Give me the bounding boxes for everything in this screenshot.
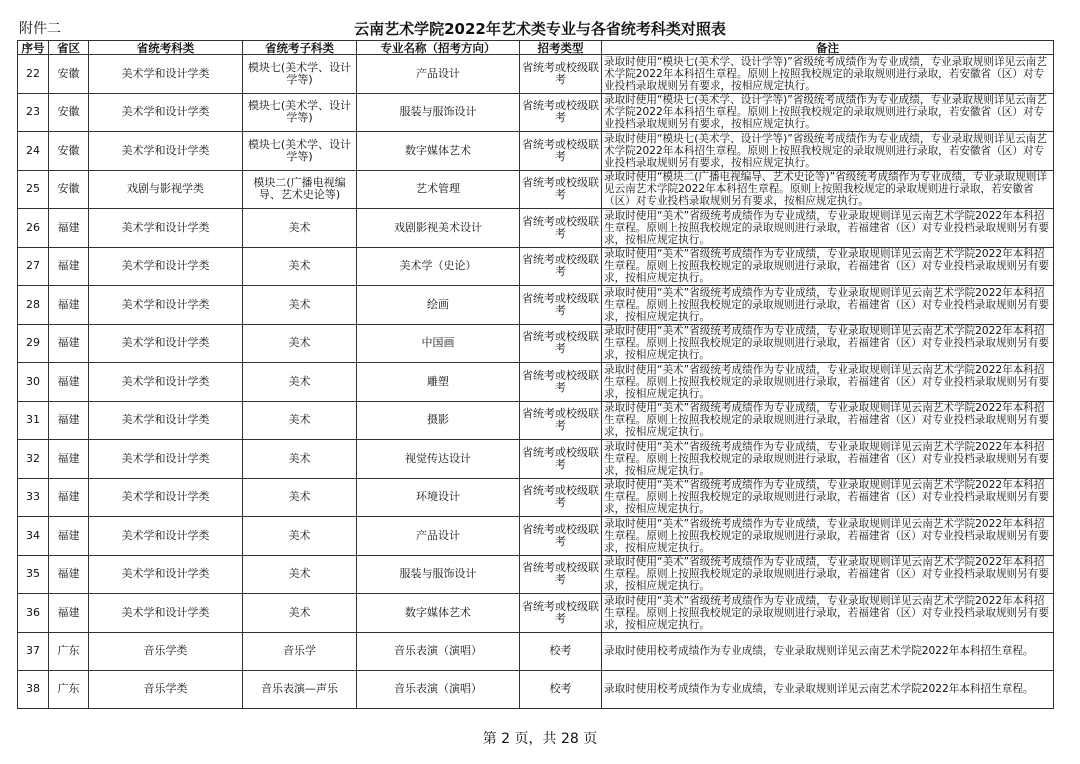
table-row: [18, 478, 1054, 517]
cell-province: 广东: [49, 670, 89, 708]
cell-category: 美术学和设计学类: [89, 55, 243, 94]
cell-category: 美术学和设计学类: [89, 93, 243, 132]
cell-subcategory: 美术: [243, 324, 357, 363]
cell-category: 美术学和设计学类: [89, 247, 243, 286]
cell-category: 音乐学类: [89, 670, 243, 708]
cell-index: 25: [18, 170, 49, 209]
table-body: [18, 55, 1054, 709]
table-row: [18, 247, 1054, 286]
cell-subcategory: 模块二(广播电视编导、艺术史论等): [243, 170, 357, 209]
cell-subcategory: 美术: [243, 517, 357, 556]
cell-major: 音乐表演（演唱）: [357, 632, 520, 670]
cell-province: 福建: [49, 363, 89, 402]
table-row: [18, 132, 1054, 171]
cell-major: 视觉传达设计: [357, 440, 520, 479]
cell-category: 音乐学类: [89, 632, 243, 670]
cell-exam-type: 省统考或校级联考: [520, 247, 602, 286]
cell-province: 安徽: [49, 132, 89, 171]
cell-index: 36: [18, 594, 49, 633]
col-header-province: 省区: [49, 41, 89, 55]
table-row: [18, 670, 1054, 708]
page-title: 云南艺术学院2022年艺术类专业与各省统考科类对照表: [354, 20, 726, 38]
cell-major: 音乐表演（演唱）: [357, 670, 520, 708]
cell-subcategory: 美术: [243, 594, 357, 633]
cell-notes: 录取时使用“美术”省级统考成绩作为专业成绩，专业录取规则详见云南艺术学院2022年本科招生章程。原则上按照我校规定的录取规则进行录取，若福建省（区）对专业投档录取规则另有要求，按相应规定执行。: [602, 478, 1054, 517]
page-number: 第 2 页，共 28 页: [482, 731, 598, 747]
cell-province: 安徽: [49, 170, 89, 209]
col-header-exam-type: 招考类型: [520, 41, 602, 55]
cell-province: 福建: [49, 478, 89, 517]
table-row: [18, 517, 1054, 556]
cell-index: 35: [18, 555, 49, 594]
cell-index: 31: [18, 401, 49, 440]
cell-notes: 录取时使用“模块七(美术学、设计学等)”省级统考成绩作为专业成绩，专业录取规则详见云南艺术学院2022年本科招生章程。原则上按照我校规定的录取规则进行录取，若安徽省（区）对专业投档录取规则另有要求，按相应规定执行。: [602, 93, 1054, 132]
cell-subcategory: 美术: [243, 401, 357, 440]
cell-exam-type: 校考: [520, 632, 602, 670]
cell-notes: 录取时使用校考成绩作为专业成绩，专业录取规则详见云南艺术学院2022年本科招生章程。: [602, 632, 1054, 670]
table-row: [18, 170, 1054, 209]
col-header-category: 省统考科类: [89, 41, 243, 55]
cell-notes: 录取时使用“美术”省级统考成绩作为专业成绩，专业录取规则详见云南艺术学院2022年本科招生章程。原则上按照我校规定的录取规则进行录取，若福建省（区）对专业投档录取规则另有要求，按相应规定执行。: [602, 247, 1054, 286]
cell-index: 22: [18, 55, 49, 94]
cell-exam-type: 省统考或校级联考: [520, 55, 602, 94]
cell-subcategory: 美术: [243, 478, 357, 517]
cell-major: 戏剧影视美术设计: [357, 209, 520, 248]
cell-major: 服装与服饰设计: [357, 93, 520, 132]
cell-subcategory: 美术: [243, 209, 357, 248]
cell-province: 福建: [49, 324, 89, 363]
col-header-major: 专业名称（招考方向）: [357, 41, 520, 55]
cell-index: 23: [18, 93, 49, 132]
table-row: [18, 324, 1054, 363]
cell-notes: 录取时使用“美术”省级统考成绩作为专业成绩，专业录取规则详见云南艺术学院2022年本科招生章程。原则上按照我校规定的录取规则进行录取，若福建省（区）对专业投档录取规则另有要求，按相应规定执行。: [602, 594, 1054, 633]
annex-label: 附件二: [19, 21, 61, 37]
cell-notes: 录取时使用“模块七(美术学、设计学等)”省级统考成绩作为专业成绩，专业录取规则详见云南艺术学院2022年本科招生章程。原则上按照我校规定的录取规则进行录取，若安徽省（区）对专业投档录取规则另有要求，按相应规定执行。: [602, 55, 1054, 94]
cell-subcategory: 音乐表演—声乐: [243, 670, 357, 708]
cell-index: 27: [18, 247, 49, 286]
cell-province: 福建: [49, 247, 89, 286]
cell-major: 环境设计: [357, 478, 520, 517]
cell-major: 中国画: [357, 324, 520, 363]
cell-notes: 录取时使用“美术”省级统考成绩作为专业成绩，专业录取规则详见云南艺术学院2022年本科招生章程。原则上按照我校规定的录取规则进行录取，若福建省（区）对专业投档录取规则另有要求，按相应规定执行。: [602, 401, 1054, 440]
cell-subcategory: 美术: [243, 286, 357, 325]
cell-category: 戏剧与影视学类: [89, 170, 243, 209]
cell-subcategory: 美术: [243, 555, 357, 594]
cell-province: 福建: [49, 440, 89, 479]
cell-exam-type: 省统考或校级联考: [520, 363, 602, 402]
cell-index: 38: [18, 670, 49, 708]
cell-major: 艺术管理: [357, 170, 520, 209]
table-row: [18, 93, 1054, 132]
cell-exam-type: 省统考或校级联考: [520, 555, 602, 594]
cell-subcategory: 美术: [243, 440, 357, 479]
cell-category: 美术学和设计学类: [89, 132, 243, 171]
cell-index: 28: [18, 286, 49, 325]
cell-notes: 录取时使用“模块七(美术学、设计学等)”省级统考成绩作为专业成绩，专业录取规则详见云南艺术学院2022年本科招生章程。原则上按照我校规定的录取规则进行录取，若安徽省（区）对专业投档录取规则另有要求，按相应规定执行。: [602, 132, 1054, 171]
cell-index: 32: [18, 440, 49, 479]
cell-major: 数字媒体艺术: [357, 594, 520, 633]
cell-category: 美术学和设计学类: [89, 286, 243, 325]
cell-subcategory: 美术: [243, 247, 357, 286]
cell-notes: 录取时使用“美术”省级统考成绩作为专业成绩，专业录取规则详见云南艺术学院2022年本科招生章程。原则上按照我校规定的录取规则进行录取，若福建省（区）对专业投档录取规则另有要求，按相应规定执行。: [602, 440, 1054, 479]
cell-major: 服装与服饰设计: [357, 555, 520, 594]
cell-category: 美术学和设计学类: [89, 324, 243, 363]
cell-major: 绘画: [357, 286, 520, 325]
cell-exam-type: 省统考或校级联考: [520, 401, 602, 440]
cell-exam-type: 省统考或校级联考: [520, 440, 602, 479]
cell-subcategory: 模块七(美术学、设计学等): [243, 55, 357, 94]
cell-category: 美术学和设计学类: [89, 401, 243, 440]
cell-exam-type: 省统考或校级联考: [520, 324, 602, 363]
table-row: [18, 55, 1054, 94]
cell-category: 美术学和设计学类: [89, 363, 243, 402]
table-row: [18, 286, 1054, 325]
cell-notes: 录取时使用校考成绩作为专业成绩，专业录取规则详见云南艺术学院2022年本科招生章程。: [602, 670, 1054, 708]
cell-subcategory: 模块七(美术学、设计学等): [243, 93, 357, 132]
cell-index: 24: [18, 132, 49, 171]
table-row: [18, 555, 1054, 594]
cell-major: 摄影: [357, 401, 520, 440]
cell-subcategory: 美术: [243, 363, 357, 402]
col-header-subcategory: 省统考子科类: [243, 41, 357, 55]
cell-province: 福建: [49, 594, 89, 633]
table-row: [18, 401, 1054, 440]
cell-category: 美术学和设计学类: [89, 209, 243, 248]
cell-subcategory: 音乐学: [243, 632, 357, 670]
cell-category: 美术学和设计学类: [89, 594, 243, 633]
cell-notes: 录取时使用“美术”省级统考成绩作为专业成绩，专业录取规则详见云南艺术学院2022年本科招生章程。原则上按照我校规定的录取规则进行录取，若福建省（区）对专业投档录取规则另有要求，按相应规定执行。: [602, 286, 1054, 325]
col-header-index: 序号: [18, 41, 49, 55]
cell-notes: 录取时使用“美术”省级统考成绩作为专业成绩，专业录取规则详见云南艺术学院2022年本科招生章程。原则上按照我校规定的录取规则进行录取，若福建省（区）对专业投档录取规则另有要求，按相应规定执行。: [602, 209, 1054, 248]
cell-exam-type: 省统考或校级联考: [520, 132, 602, 171]
cell-major: 数字媒体艺术: [357, 132, 520, 171]
cell-major: 产品设计: [357, 517, 520, 556]
cell-province: 福建: [49, 555, 89, 594]
cell-category: 美术学和设计学类: [89, 555, 243, 594]
cell-category: 美术学和设计学类: [89, 517, 243, 556]
cell-province: 福建: [49, 286, 89, 325]
cell-index: 34: [18, 517, 49, 556]
cell-major: 产品设计: [357, 55, 520, 94]
cell-province: 福建: [49, 401, 89, 440]
cell-notes: 录取时使用“美术”省级统考成绩作为专业成绩，专业录取规则详见云南艺术学院2022年本科招生章程。原则上按照我校规定的录取规则进行录取，若福建省（区）对专业投档录取规则另有要求，按相应规定执行。: [602, 517, 1054, 556]
cell-index: 26: [18, 209, 49, 248]
table-row: [18, 594, 1054, 633]
cell-major: 雕塑: [357, 363, 520, 402]
cell-notes: 录取时使用“美术”省级统考成绩作为专业成绩，专业录取规则详见云南艺术学院2022年本科招生章程。原则上按照我校规定的录取规则进行录取，若福建省（区）对专业投档录取规则另有要求，按相应规定执行。: [602, 555, 1054, 594]
cell-subcategory: 模块七(美术学、设计学等): [243, 132, 357, 171]
cell-exam-type: 省统考或校级联考: [520, 286, 602, 325]
cell-major: 美术学（史论）: [357, 247, 520, 286]
table-row: [18, 632, 1054, 670]
cell-exam-type: 省统考或校级联考: [520, 594, 602, 633]
cell-province: 福建: [49, 517, 89, 556]
table-row: [18, 440, 1054, 479]
cell-category: 美术学和设计学类: [89, 478, 243, 517]
cell-notes: 录取时使用“模块二(广播电视编导、艺术史论等)”省级统考成绩作为专业成绩，专业录取规则详见云南艺术学院2022年本科招生章程。原则上按照我校规定的录取规则进行录取，若安徽省（区）对专业投档录取规则另有要求，按相应规定执行。: [602, 170, 1054, 209]
table-row: [18, 209, 1054, 248]
cell-index: 29: [18, 324, 49, 363]
cell-index: 30: [18, 363, 49, 402]
cell-index: 37: [18, 632, 49, 670]
col-header-notes: 备注: [602, 41, 1054, 55]
cell-exam-type: 省统考或校级联考: [520, 517, 602, 556]
cell-notes: 录取时使用“美术”省级统考成绩作为专业成绩，专业录取规则详见云南艺术学院2022年本科招生章程。原则上按照我校规定的录取规则进行录取，若福建省（区）对专业投档录取规则另有要求，按相应规定执行。: [602, 363, 1054, 402]
cell-province: 安徽: [49, 93, 89, 132]
cell-exam-type: 省统考或校级联考: [520, 170, 602, 209]
cell-province: 福建: [49, 209, 89, 248]
cell-exam-type: 省统考或校级联考: [520, 93, 602, 132]
table-header-row: [18, 41, 1054, 55]
cell-province: 广东: [49, 632, 89, 670]
cell-index: 33: [18, 478, 49, 517]
cell-exam-type: 校考: [520, 670, 602, 708]
cell-exam-type: 省统考或校级联考: [520, 478, 602, 517]
table-row: [18, 363, 1054, 402]
comparison-table: [17, 40, 1054, 709]
cell-province: 安徽: [49, 55, 89, 94]
cell-category: 美术学和设计学类: [89, 440, 243, 479]
cell-notes: 录取时使用“美术”省级统考成绩作为专业成绩，专业录取规则详见云南艺术学院2022年本科招生章程。原则上按照我校规定的录取规则进行录取，若福建省（区）对专业投档录取规则另有要求，按相应规定执行。: [602, 324, 1054, 363]
cell-exam-type: 省统考或校级联考: [520, 209, 602, 248]
